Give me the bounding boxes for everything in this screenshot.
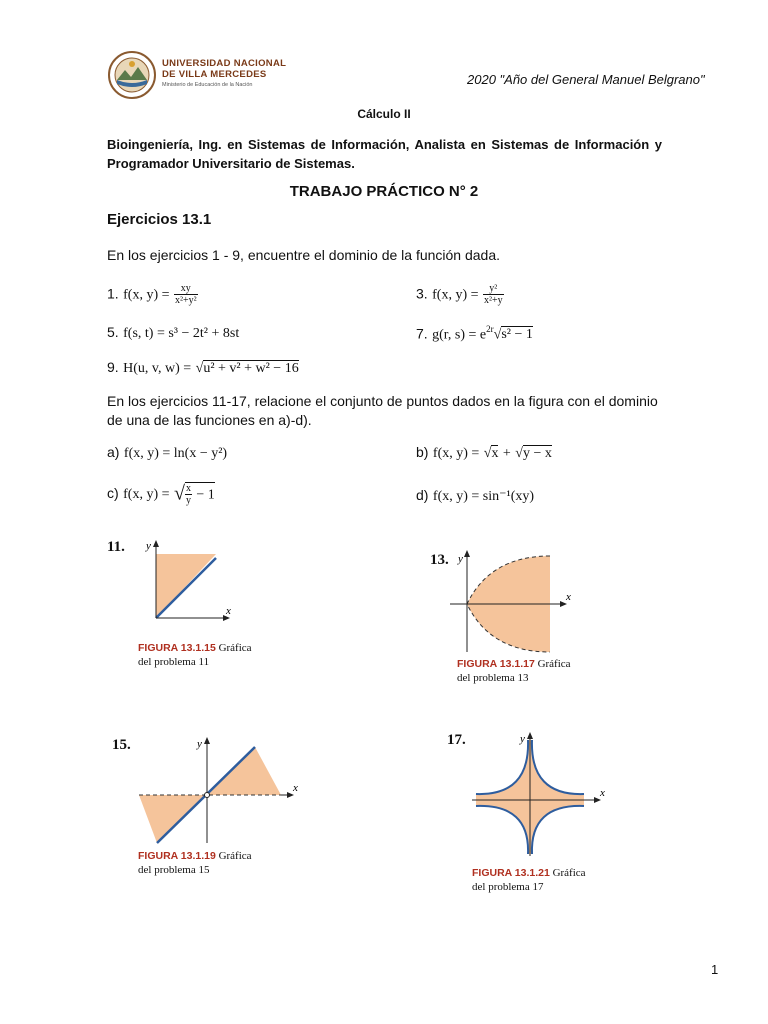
university-name-line1: UNIVERSIDAD NACIONAL — [162, 58, 287, 69]
intro-match: En los ejercicios 11-17, relacione el conjunto de puntos dados en la figura con el dominio de una de las funciones en a)-d). — [107, 393, 658, 428]
practical-title: TRABAJO PRÁCTICO N° 2 — [289, 183, 479, 200]
option-d: d) f(x, y) = sin⁻¹(xy) — [416, 487, 535, 504]
figure-17-graph — [470, 730, 610, 860]
figure-15-x-label: x — [293, 782, 298, 794]
figure-11-graph — [140, 538, 240, 634]
exercise-3: 3. f(x, y) = $\frac{\text{y²}}{\text{x²+y}}$ — [416, 283, 503, 306]
figure-17-caption: FIGURA 13.1.21 Gráfica del problema 17 — [472, 867, 586, 893]
exercise-9: 9. H(u, v, w) = √u² + v² + w² − 16 — [107, 359, 299, 376]
figure-15-caption: FIGURA 13.1.19 Gráfica del problema 15 — [138, 850, 252, 876]
exercise-1: 1. f(x, y) = $\frac{xy}{\text{x²+y²}}$ — [107, 283, 197, 306]
figure-11-y-label: y — [146, 540, 151, 552]
figure-13-graph — [450, 548, 580, 653]
figure-13-caption: FIGURA 13.1.17 Gráfica del problema 13 — [457, 658, 571, 684]
intro-domain: En los ejercicios 1 - 9, encuentre el dominio de la función dada. — [107, 247, 501, 263]
university-name-line2: DE VILLA MERCEDES — [162, 69, 267, 80]
careers-line: Bioingeniería, Ing. en Sistemas de Información, Analista en Sistemas de Información y Programador Universitario de Sistemas. — [107, 137, 662, 171]
section-heading: Ejercicios 13.1 — [107, 211, 212, 228]
course-title: Cálculo II — [357, 107, 411, 121]
exercise-7: 7. g(r, $s) = e^{2r}√s^2 - 1$ — [416, 324, 533, 343]
figure-13-y-label: y — [458, 553, 463, 565]
option-c: c) f(x, y) = √ $\frac{x}{y}$ − 1 — [107, 482, 215, 506]
figure-15-y-label: y — [197, 738, 202, 750]
figure-11-number: 11. — [107, 539, 125, 555]
figure-11-x-label: x — [226, 605, 231, 617]
university-logo — [107, 50, 297, 102]
figure-11-caption: FIGURA 13.1.15 Gráfica del problema 11 — [138, 642, 252, 668]
figure-15-graph — [137, 735, 307, 845]
figure-13-x-label: x — [566, 591, 571, 603]
option-b: b) f(x, y) = √x + √y − x — [416, 444, 552, 461]
ministry-line: Ministerio de Educación de la Nación — [162, 82, 253, 88]
exercise-5: 5. f(s, t) = s³ − 2t² + 8st — [107, 324, 240, 341]
university-seal-icon — [107, 50, 157, 100]
figure-17-y-label: y — [520, 733, 525, 745]
page-number: 1 — [711, 962, 719, 977]
figure-15-number: 15. — [112, 737, 131, 753]
figure-17-number: 17. — [447, 732, 466, 748]
figure-13-number: 13. — [430, 552, 449, 568]
year-motto: 2020 "Año del General Manuel Belgrano" — [467, 72, 705, 87]
option-a: a) f(x, y) = ln(x − y²) — [107, 444, 228, 461]
figure-17-x-label: x — [600, 787, 605, 799]
